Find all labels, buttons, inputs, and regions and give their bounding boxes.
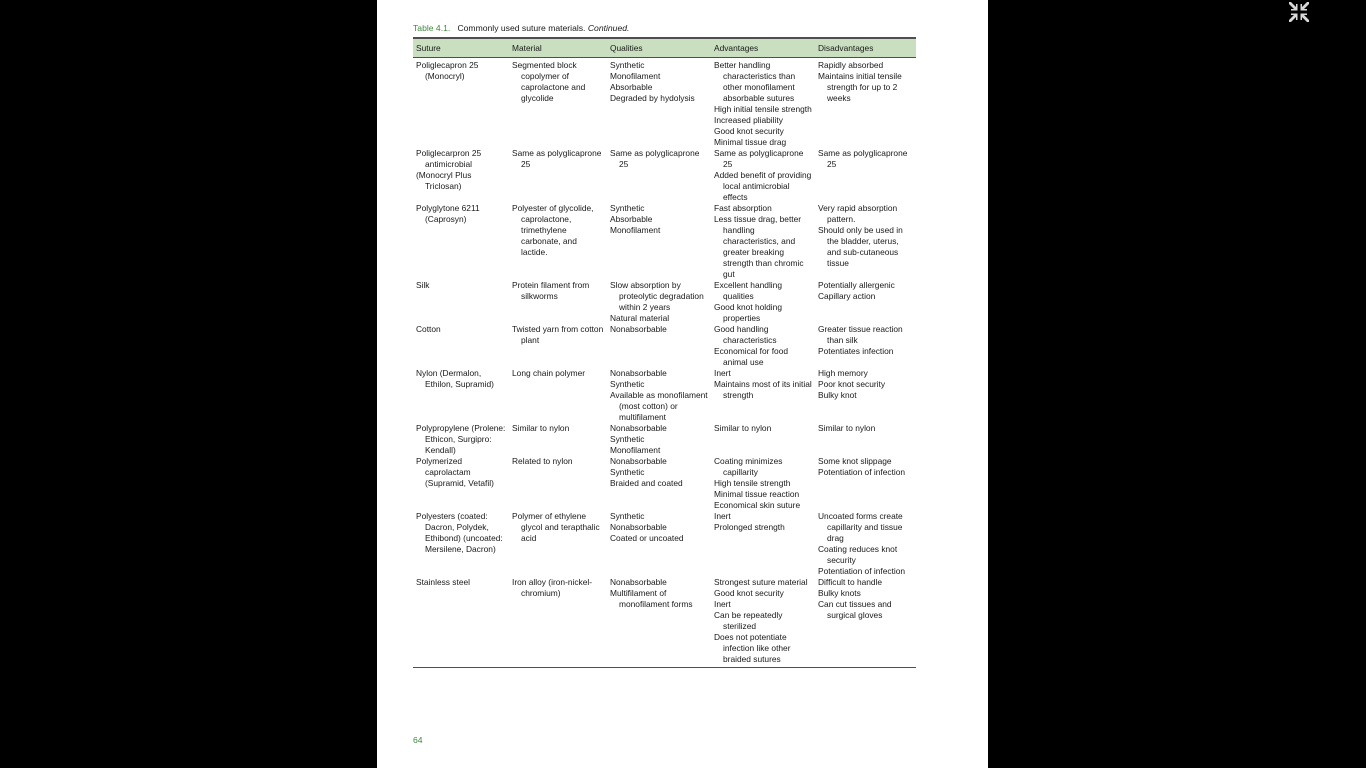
table-caption: [413, 23, 629, 33]
cell-line: Synthetic: [610, 203, 645, 213]
cell-line: Monofilament: [610, 445, 661, 455]
table-caption-label: Table 4.1.: [413, 23, 451, 33]
cell-line: Can cut tissues and surgical gloves: [818, 599, 892, 620]
cell-line: Stainless steel: [416, 577, 470, 587]
cell-suture: [413, 368, 509, 423]
cell-qualities: [607, 203, 711, 280]
cell-material: [509, 511, 607, 577]
cell-qualities: [607, 511, 711, 577]
cell-line: Multifilament of monofilament forms: [610, 588, 693, 609]
cell-line: Polyesters (coated: Dacron, Polydek, Ethibond) (uncoated: Mersilene, Dacron): [416, 511, 503, 554]
cell-material: [509, 148, 607, 203]
cell-disadvantages: [815, 203, 916, 280]
cell-line: Does not potentiate infection like other braided sutures: [714, 632, 791, 664]
cell-line: Polypropylene (Prolene: Ethicon, Surgipro: Kendall): [416, 423, 506, 455]
cell-qualities: [607, 280, 711, 324]
suture-table-container: [413, 37, 916, 668]
cell-line: Similar to nylon: [512, 423, 570, 433]
table-header: [413, 38, 916, 58]
cell-disadvantages: [815, 58, 916, 149]
cell-suture: [413, 58, 509, 149]
suture-table: [413, 37, 916, 668]
cell-line: Added benefit of providing local antimicrobial effects: [714, 170, 812, 202]
cell-material: [509, 577, 607, 668]
column-header-disadvantages: Disadvantages: [815, 38, 916, 58]
cell-line: Related to nylon: [512, 456, 573, 466]
page-number: 64: [413, 735, 423, 745]
cell-line: Natural material: [610, 313, 670, 323]
cell-line: Good handling characteristics: [714, 324, 777, 345]
cell-line: Bulky knots: [818, 588, 861, 598]
document-page: [377, 0, 988, 768]
cell-line: Potentially allergenic: [818, 280, 895, 290]
cell-line: Synthetic: [610, 434, 645, 444]
cell-line: Prolonged strength: [714, 522, 785, 532]
table-header-row: [413, 38, 916, 58]
table-row: [413, 511, 916, 577]
exit-fullscreen-icon: [1287, 0, 1311, 24]
cell-line: Silk: [416, 280, 430, 290]
cell-disadvantages: [815, 456, 916, 511]
cell-qualities: [607, 148, 711, 203]
table-row: [413, 203, 916, 280]
cell-line: Very rapid absorption pattern.: [818, 203, 898, 224]
cell-line: Good knot security: [714, 126, 784, 136]
cell-disadvantages: [815, 148, 916, 203]
cell-material: [509, 368, 607, 423]
cell-line: Nonabsorbable: [610, 522, 667, 532]
cell-line: Same as polyglicaprone 25: [512, 148, 602, 169]
cell-material: [509, 280, 607, 324]
cell-line: Inert: [714, 368, 731, 378]
cell-line: Synthetic: [610, 379, 645, 389]
cell-line: Available as monofilament (most cotton) or multifilament: [610, 390, 708, 422]
cell-line: Nonabsorbable: [610, 577, 667, 587]
cell-material: [509, 456, 607, 511]
table-row: [413, 58, 916, 149]
cell-line: Better handling characteristics than other monofilament absorbable sutures: [714, 60, 796, 103]
cell-material: [509, 58, 607, 149]
cell-line: Good knot security: [714, 588, 784, 598]
cell-line: Strongest suture material: [714, 577, 808, 587]
cell-line: Similar to nylon: [818, 423, 876, 433]
cell-line: Degraded by hydolysis: [610, 93, 695, 103]
cell-material: [509, 203, 607, 280]
cell-material: [509, 423, 607, 456]
cell-line: Can be repeatedly sterilized: [714, 610, 783, 631]
cell-disadvantages: [815, 324, 916, 368]
cell-line: Same as polyglicaprone 25: [610, 148, 700, 169]
cell-advantages: [711, 423, 815, 456]
table-caption-text: Commonly used suture materials.: [457, 23, 586, 33]
cell-line: Polymer of ethylene glycol and terapthalic acid: [512, 511, 600, 543]
table-row: [413, 324, 916, 368]
cell-line: Synthetic: [610, 60, 645, 70]
cell-line: Coated or uncoated: [610, 533, 684, 543]
cell-advantages: [711, 58, 815, 149]
column-header-material: Material: [509, 38, 607, 58]
table-row: [413, 368, 916, 423]
cell-line: Braided and coated: [610, 478, 683, 488]
cell-line: Bulky knot: [818, 390, 857, 400]
cell-line: Monofilament: [610, 225, 661, 235]
cell-line: Greater tissue reaction than silk: [818, 324, 903, 345]
cell-suture: [413, 511, 509, 577]
cell-line: Similar to nylon: [714, 423, 772, 433]
cell-line: Minimal tissue drag: [714, 137, 787, 147]
cell-line: Nonabsorbable: [610, 456, 667, 466]
cell-line: Minimal tissue reaction: [714, 489, 800, 499]
cell-line: Maintains initial tensile strength for up to 2 weeks: [818, 71, 902, 103]
cell-advantages: [711, 203, 815, 280]
cell-qualities: [607, 58, 711, 149]
table-row: [413, 148, 916, 203]
cell-line: Poliglecapron 25 (Monocryl): [416, 60, 479, 81]
cell-line: Maintains most of its initial strength: [714, 379, 812, 400]
cell-advantages: [711, 511, 815, 577]
cell-line: Same as polyglicaprone 25: [818, 148, 908, 169]
cell-suture: [413, 577, 509, 668]
cell-line: Polyglytone 6211 (Caprosyn): [416, 203, 480, 224]
cell-disadvantages: [815, 423, 916, 456]
cell-line: High tensile strength: [714, 478, 791, 488]
cell-material: [509, 324, 607, 368]
cell-qualities: [607, 423, 711, 456]
column-header-advantages: Advantages: [711, 38, 815, 58]
cell-line: Cotton: [416, 324, 441, 334]
cell-line: Inert: [714, 599, 731, 609]
cell-line: Uncoated forms create capillarity and tissue drag: [818, 511, 903, 543]
cell-suture: [413, 148, 509, 203]
cell-line: Nylon (Dermalon, Ethilon, Supramid): [416, 368, 494, 389]
cell-line: Fast absorption: [714, 203, 772, 213]
cell-line: Synthetic: [610, 511, 645, 521]
cell-qualities: [607, 368, 711, 423]
cell-line: Should only be used in the bladder, uterus, and sub-cutaneous tissue: [818, 225, 903, 268]
cell-line: Iron alloy (iron-nickel-chromium): [512, 577, 593, 598]
cell-line: Excellent handling qualities: [714, 280, 782, 301]
cell-qualities: [607, 324, 711, 368]
cell-line: High memory: [818, 368, 868, 378]
cell-line: Monofilament: [610, 71, 661, 81]
cell-line: Less tissue drag, better handling characteristics, and greater breaking strength than chromic gut: [714, 214, 804, 279]
table-row: [413, 423, 916, 456]
table-row: [413, 280, 916, 324]
cell-line: Long chain polymer: [512, 368, 586, 378]
cell-suture: [413, 324, 509, 368]
table-caption-continued: Continued.: [587, 23, 630, 33]
cell-advantages: [711, 324, 815, 368]
cell-line: Slow absorption by proteolytic degradation within 2 years: [610, 280, 704, 312]
cell-line: Coating minimizes capillarity: [714, 456, 783, 477]
cell-line: Poliglecarpron 25 antimicrobial: [416, 148, 482, 169]
cell-line: Poor knot security: [818, 379, 886, 389]
cell-line: Potentiates infection: [818, 346, 894, 356]
cell-line: Twisted yarn from cotton plant: [512, 324, 604, 345]
cell-line: Nonabsorbable: [610, 368, 667, 378]
cell-line: Nonabsorbable: [610, 324, 667, 334]
cell-advantages: [711, 368, 815, 423]
cell-line: Capillary action: [818, 291, 876, 301]
cell-line: Increased pliability: [714, 115, 783, 125]
cell-advantages: [711, 577, 815, 668]
cell-line: High initial tensile strength: [714, 104, 812, 114]
cell-line: Polymerized caprolactam (Supramid, Vetafil): [416, 456, 494, 488]
cell-advantages: [711, 280, 815, 324]
cell-disadvantages: [815, 511, 916, 577]
cell-line: Nonabsorbable: [610, 423, 667, 433]
cell-line: Inert: [714, 511, 731, 521]
cell-line: Same as polyglicaprone 25: [714, 148, 804, 169]
cell-line: Absorbable: [610, 214, 653, 224]
cell-suture: [413, 423, 509, 456]
table-row: [413, 577, 916, 668]
cell-line: Absorbable: [610, 82, 653, 92]
cell-advantages: [711, 456, 815, 511]
cell-line: Rapidly absorbed: [818, 60, 884, 70]
cell-line: Difficult to handle: [818, 577, 883, 587]
cell-disadvantages: [815, 280, 916, 324]
cell-line: Economical for food animal use: [714, 346, 789, 367]
cell-line: Synthetic: [610, 467, 645, 477]
cell-qualities: [607, 577, 711, 668]
column-header-qualities: Qualities: [607, 38, 711, 58]
cell-line: Potentiation of infection: [818, 467, 906, 477]
cell-line: Potentiation of infection: [818, 566, 906, 576]
cell-advantages: [711, 148, 815, 203]
cell-suture: [413, 456, 509, 511]
cell-disadvantages: [815, 368, 916, 423]
cell-line: Some knot slippage: [818, 456, 892, 466]
cell-line: Segmented block copolymer of caprolactone and glycolide: [512, 60, 586, 103]
table-body: [413, 58, 916, 668]
cell-line: Coating reduces knot security: [818, 544, 898, 565]
cell-disadvantages: [815, 577, 916, 668]
cell-line: Polyester of glycolide, caprolactone, trimethylene carbonate, and lactide.: [512, 203, 594, 257]
cell-suture: [413, 203, 509, 280]
cell-qualities: [607, 456, 711, 511]
exit-fullscreen-button[interactable]: [1287, 0, 1311, 24]
cell-line: Protein filament from silkworms: [512, 280, 590, 301]
cell-suture: [413, 280, 509, 324]
table-row: [413, 456, 916, 511]
column-header-suture: Suture: [413, 38, 509, 58]
cell-line: Economical skin suture: [714, 500, 801, 510]
cell-line: (Monocryl Plus Triclosan): [416, 170, 472, 191]
cell-line: Good knot holding properties: [714, 302, 782, 323]
